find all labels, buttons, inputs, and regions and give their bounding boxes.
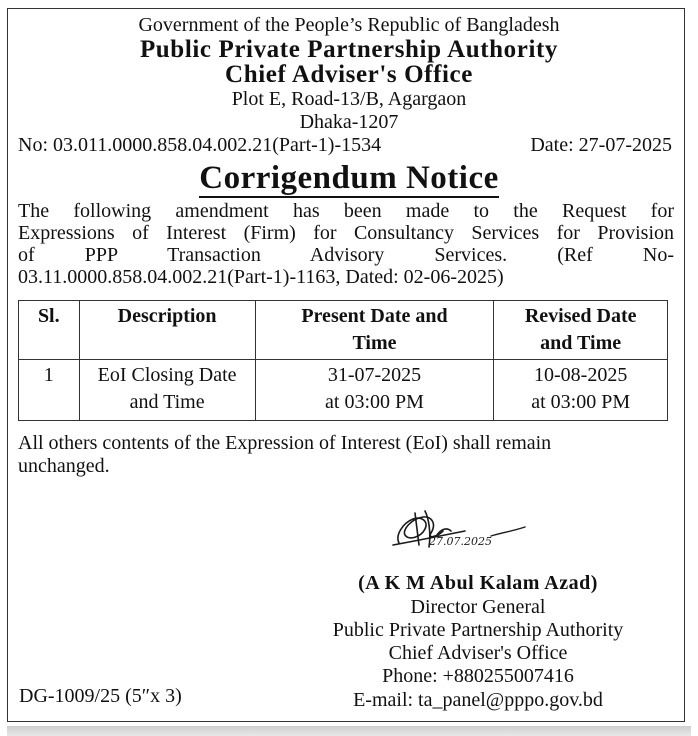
- paragraph-line: 03.11.0000.858.04.002.21(Part-1)-1163, Dated: 02-06-2025): [18, 266, 504, 288]
- paragraph-line: The following amendment has been made to the Request for: [18, 200, 674, 222]
- closing-line: unchanged.: [18, 455, 110, 477]
- header-description: Description: [79, 301, 255, 360]
- reference-number: No: 03.011.0000.858.04.002.21(Part-1)-1534: [18, 134, 382, 156]
- page-title-text: Corrigendum Notice: [199, 160, 499, 196]
- amendment-paragraph: [18, 200, 674, 288]
- reference-row: [18, 133, 672, 157]
- cell-revised-date: 10-08-2025 at 03:00 PM: [494, 360, 668, 421]
- header-present-date: Present Date and Time: [255, 301, 494, 360]
- cell-present-date: 31-07-2025 at 03:00 PM: [255, 360, 494, 421]
- signatory-email: E-mail: ta_panel@pppo.gov.bd: [353, 689, 603, 711]
- address-line-2: Dhaka-1207: [299, 111, 399, 133]
- amendment-table: [18, 300, 668, 421]
- reference-date: Date: 27-07-2025: [530, 134, 672, 156]
- ad-code: DG-1009/25 (5″x 3): [19, 685, 182, 707]
- signatory-office: Chief Adviser's Office: [388, 642, 568, 664]
- signatory-organization: Public Private Partnership Authority: [332, 619, 624, 641]
- signatory-designation: Director General: [410, 596, 546, 618]
- paragraph-line: of PPP Transaction Advisory Services. (Ref No-: [18, 244, 674, 266]
- page-title: [0, 158, 698, 198]
- closing-paragraph: [18, 432, 678, 478]
- cell-description: EoI Closing Date and Time: [79, 360, 255, 421]
- cell-sl: 1: [19, 360, 80, 421]
- header-revised-date: Revised Date and Time: [494, 301, 668, 360]
- office-name: Chief Adviser's Office: [225, 61, 473, 88]
- header-sl: Sl.: [19, 301, 80, 360]
- table-header-row: [19, 301, 668, 360]
- handwritten-signature: [385, 505, 535, 555]
- address-line-1: Plot E, Road-13/B, Agargaon: [231, 88, 467, 110]
- signatory-phone: Phone: +880255007416: [382, 665, 574, 687]
- government-line: Government of the People’s Republic of Bangladesh: [138, 14, 560, 36]
- paragraph-line: Expressions of Interest (Firm) for Consultancy Services for Provision: [18, 222, 674, 244]
- table-row: [19, 360, 668, 421]
- signatory-name: (A K M Abul Kalam Azad): [358, 572, 598, 594]
- authority-name: Public Private Partnership Authority: [139, 36, 559, 63]
- closing-line: All others contents of the Expression of Interest (EoI) shall remain: [18, 432, 552, 454]
- signature-date: 27.07.2025: [429, 535, 492, 548]
- page-bottom-edge: [7, 726, 691, 736]
